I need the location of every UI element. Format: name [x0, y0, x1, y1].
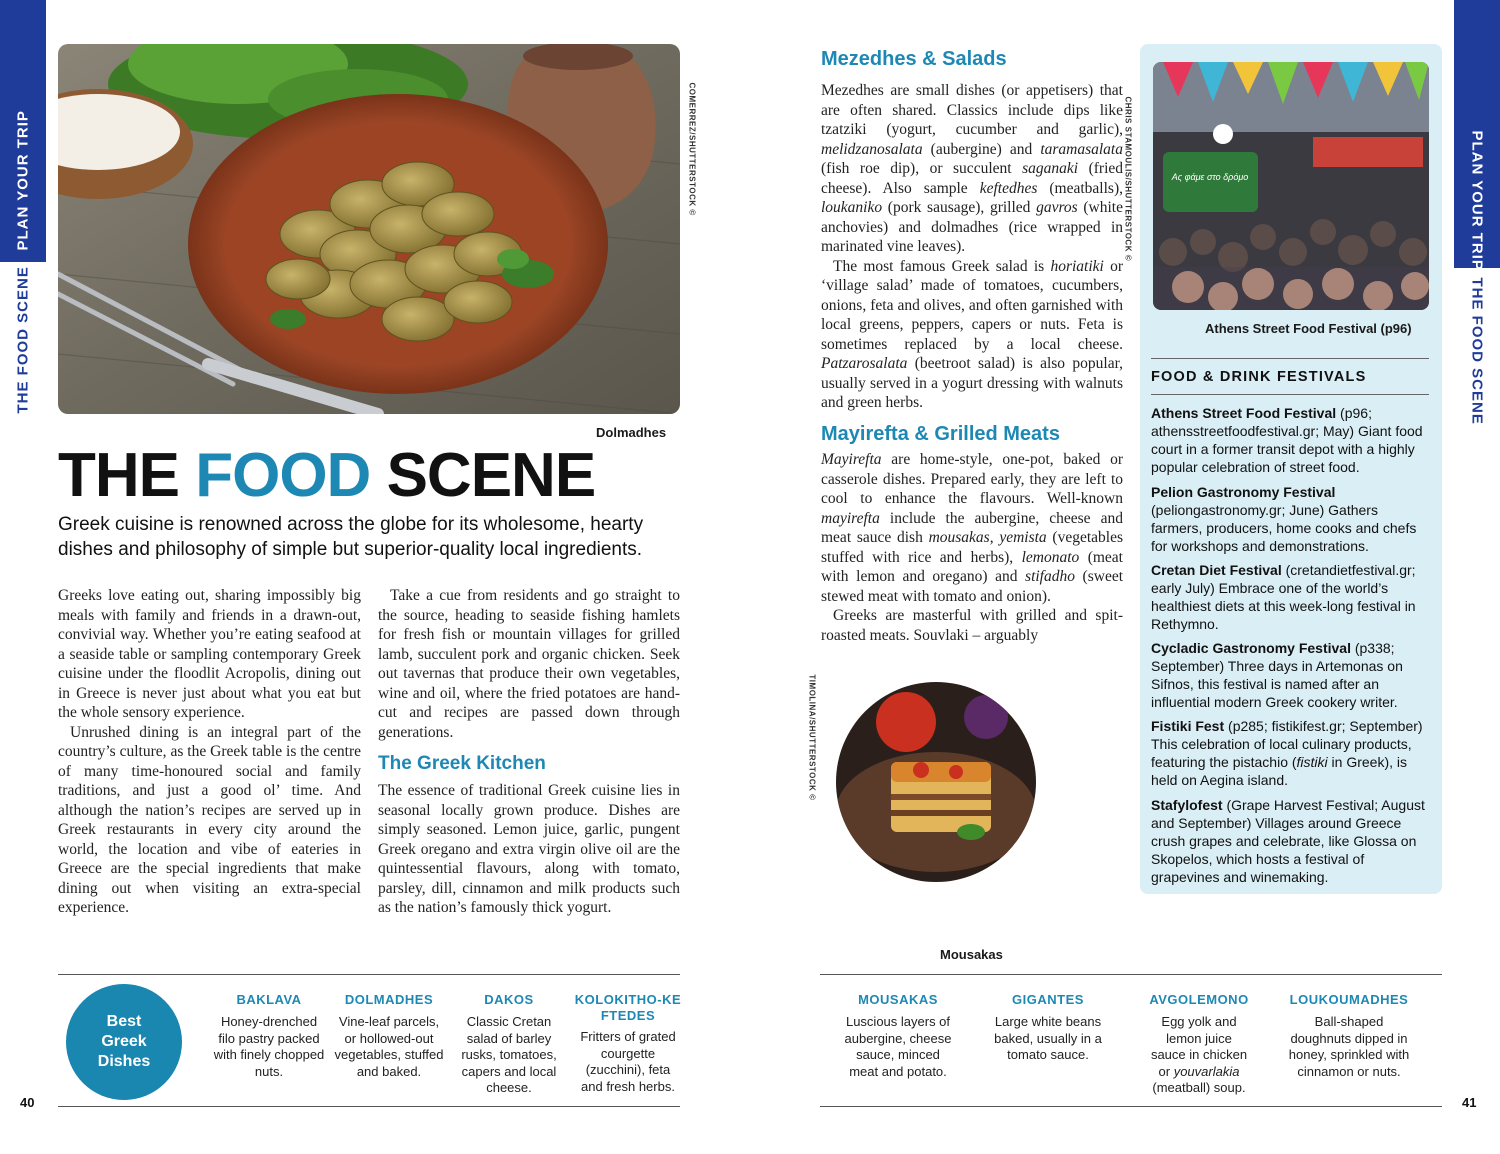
col1-paragraph-1: Greeks love eating out, sharing impossibly big meals with family and friends in a drawn-out, convivial way. Whether you’re eating seafood at a seaside table or sampling contemporary Greek cuisine under the floodlit Acropolis, dining out in Greece is never just about what you eat but the whole sensory experience.	[58, 587, 361, 721]
greek-kitchen-heading: The Greek Kitchen	[378, 753, 546, 774]
dishes-rule-bottom-right	[820, 1106, 1442, 1107]
left-tab-plan-your-trip: PLAN YOUR TRIP	[14, 110, 32, 251]
dish-gigantes: GIGANTES Large white beans baked, usually in a tomato sauce.	[994, 992, 1102, 1062]
body-column-3b	[821, 450, 1123, 645]
dishes-rule-top-right	[820, 974, 1442, 975]
right-tab-food-scene: THE FOOD SCENE	[1468, 277, 1486, 425]
intro-text: Greek cuisine is renowned across the globe for its wholesome, hearty dishes and philosophy of simple but superior-quality local ingredients.	[58, 514, 644, 560]
dolmadhes-photo-credit: COMERREZ/SHUTTERSTOCK ©	[687, 82, 697, 216]
festival-item: Cycladic Gastronomy Festival (p338; September) Three days in Artemonas on Sifnos, this festival is named after an influential modern Greek cookery writer.	[1151, 640, 1403, 710]
festival-rule-top	[1151, 358, 1429, 359]
dolmadhes-caption: Dolmadhes	[596, 425, 667, 440]
dish-kolokithokeftedes: KOLOKITHO-KEFTEDES Fritters of grated courgette (zucchini), feta and fresh herbs.	[574, 992, 682, 1094]
festival-banner-text: Ας φάμε στο δρόμο	[1171, 172, 1249, 182]
best-dishes-badge: Best Greek Dishes	[66, 984, 182, 1100]
festival-photo	[1153, 62, 1429, 310]
page-number-right: 41	[1462, 1095, 1477, 1110]
body-column-1	[58, 586, 361, 918]
dish-mousakas: MOUSAKAS Luscious layers of aubergine, cheese sauce, minced meat and potato.	[844, 992, 952, 1079]
festival-item: Cretan Diet Festival (cretandietfestival.gr; early July) Embrace one of the world’s healthiest diets at this week-long festival in Rethymno.	[1151, 562, 1416, 632]
body-column-2b	[378, 781, 680, 918]
page-title: THE FOOD SCENE	[58, 441, 596, 510]
dishes-rule-bottom-left	[58, 1106, 680, 1107]
dish-loukoumadhes: LOUKOUMADHES Ball-shaped doughnuts dipped in honey, sprinkled with cinnamon or nuts.	[1288, 992, 1410, 1079]
mousakas-photo	[836, 682, 1036, 882]
mousakas-caption: Mousakas	[940, 947, 1003, 962]
mezedhes-heading: Mezedhes & Salads	[821, 48, 1007, 70]
mousakas-photo-credit: TIMOLINA/SHUTTERSTOCK ©	[807, 674, 817, 801]
festival-heading: FOOD & DRINK FESTIVALS	[1151, 369, 1367, 385]
dishes-rule-top-left	[58, 974, 680, 975]
festival-caption: Athens Street Food Festival (p96)	[1205, 321, 1412, 336]
col3-paragraph-2: The most famous Greek salad is horiatiki or ‘village salad’ made of tomatoes, cucumbers, onions, feta and olives, and often garnished with local greens, peppers, capers or nuts. Feta is sometimes replaced by a local cheese. Patzarosalata (beetroot salad) is also popular, usually served in a yogurt dressing with walnuts and green herbs.	[821, 257, 1123, 411]
left-tab-food-scene: THE FOOD SCENE	[14, 266, 32, 414]
dish-baklava: BAKLAVA Honey-drenched filo pastry packed with finely chopped nuts.	[213, 992, 325, 1079]
body-column-3	[821, 81, 1123, 413]
festival-item: Pelion Gastronomy Festival (peliongastronomy.gr; June) Gathers farmers, producers, home cooks and chefs for workshops and demonstrations.	[1151, 484, 1417, 554]
col2-paragraph-1: Take a cue from residents and go straight to the source, heading to seaside fishing hamlets for fresh fish or mountain villages for grilled lamb, succulent pork and organic chicken. Seek out tavernas that produce their own vegetables, wine and oil, where the fried potatoes are hand-cut and recipes are passed down through generations.	[378, 587, 680, 741]
festival-item: Stafylofest (Grape Harvest Festival; August and September) Villages around Greece crush grapes and celebrate, like Glossa on Skopelos, which hosts a festival of grapevines and winemaking.	[1151, 797, 1425, 885]
body-column-2	[378, 586, 680, 742]
col3-paragraph-4: Greeks are masterful with grilled and spit-roasted meats. Souvlaki – arguably	[821, 607, 1123, 644]
festival-item: Athens Street Food Festival (p96; athensstreetfoodfestival.gr; May) Giant food court in a former transit depot with a highly popular celebration of street food.	[1151, 405, 1423, 475]
page-number-left: 40	[20, 1095, 35, 1110]
mayirefta-heading: Mayirefta & Grilled Meats	[821, 423, 1060, 445]
col2-paragraph-2: The essence of traditional Greek cuisine lies in seasonal locally grown produce. Dishes are simply seasoned. Lemon juice, garlic, pungent Greek oregano and extra virgin olive oil are the quintessential flavours, along with tomato, parsley, dill, cinnamon and milk products such as the nation’s famously thick yogurt.	[378, 782, 680, 916]
dish-dolmadhes: DOLMADHES Vine-leaf parcels, or hollowed-out vegetables, stuffed and baked.	[334, 992, 444, 1079]
festival-photo-credit: CHRIS STAMOULIS/SHUTTERSTOCK ©	[1123, 96, 1133, 262]
festival-item: Fistiki Fest (p285; fistikifest.gr; September) This celebration of local culinary products, featuring the pistachio (fistiki in Greek), is held on Aegina island.	[1151, 718, 1423, 788]
col3-paragraph-1: Mezedhes are small dishes (or appetisers) that are often shared. Classics include dips like tzatziki (yogurt, cucumber and garlic), melidzanosalata (aubergine) and taramasalata (fish roe dip), or succulent saganaki (fried cheese). Also sample keftedhes (meatballs), loukaniko (pork sausage), grilled gavros (white anchovies) and dolmadhes (rice wrapped in marinated vine leaves).	[821, 82, 1124, 255]
dish-avgolemono: AVGOLEMONO Egg yolk and lemon juice sauce in chicken or youvarlakia (meatball) soup.	[1149, 992, 1249, 1095]
dish-dakos: DAKOS Classic Cretan salad of barley rusks, tomatoes, capers and local cheese.	[461, 992, 557, 1095]
right-tab-plan-your-trip: PLAN YOUR TRIP	[1468, 130, 1486, 271]
festival-rule-bottom	[1151, 394, 1429, 395]
col3-paragraph-3: Mayirefta are home-style, one-pot, baked or casserole dishes. Prepared early, they are left to cool to enhance the flavours. Well-known mayirefta include the aubergine, cheese and meat sauce dish mousakas, yemista (vegetables stuffed with rice and herbs), lemonato (meat with lemon and oregano) and stifadho (sweet stewed meat with tomato and onion).	[821, 451, 1124, 605]
col1-paragraph-2: Unrushed dining is an integral part of the country’s culture, as the Greek table is the centre of many time-honoured social and family traditions, and just a good ol’ time. And although the nation’s recipes are served up in Greek restaurants in every city around the world, the location and vibe of eateries in Greece are the special ingredients that make dining out when visiting an extra-special experience.	[58, 723, 361, 916]
dolmadhes-photo	[58, 44, 680, 414]
